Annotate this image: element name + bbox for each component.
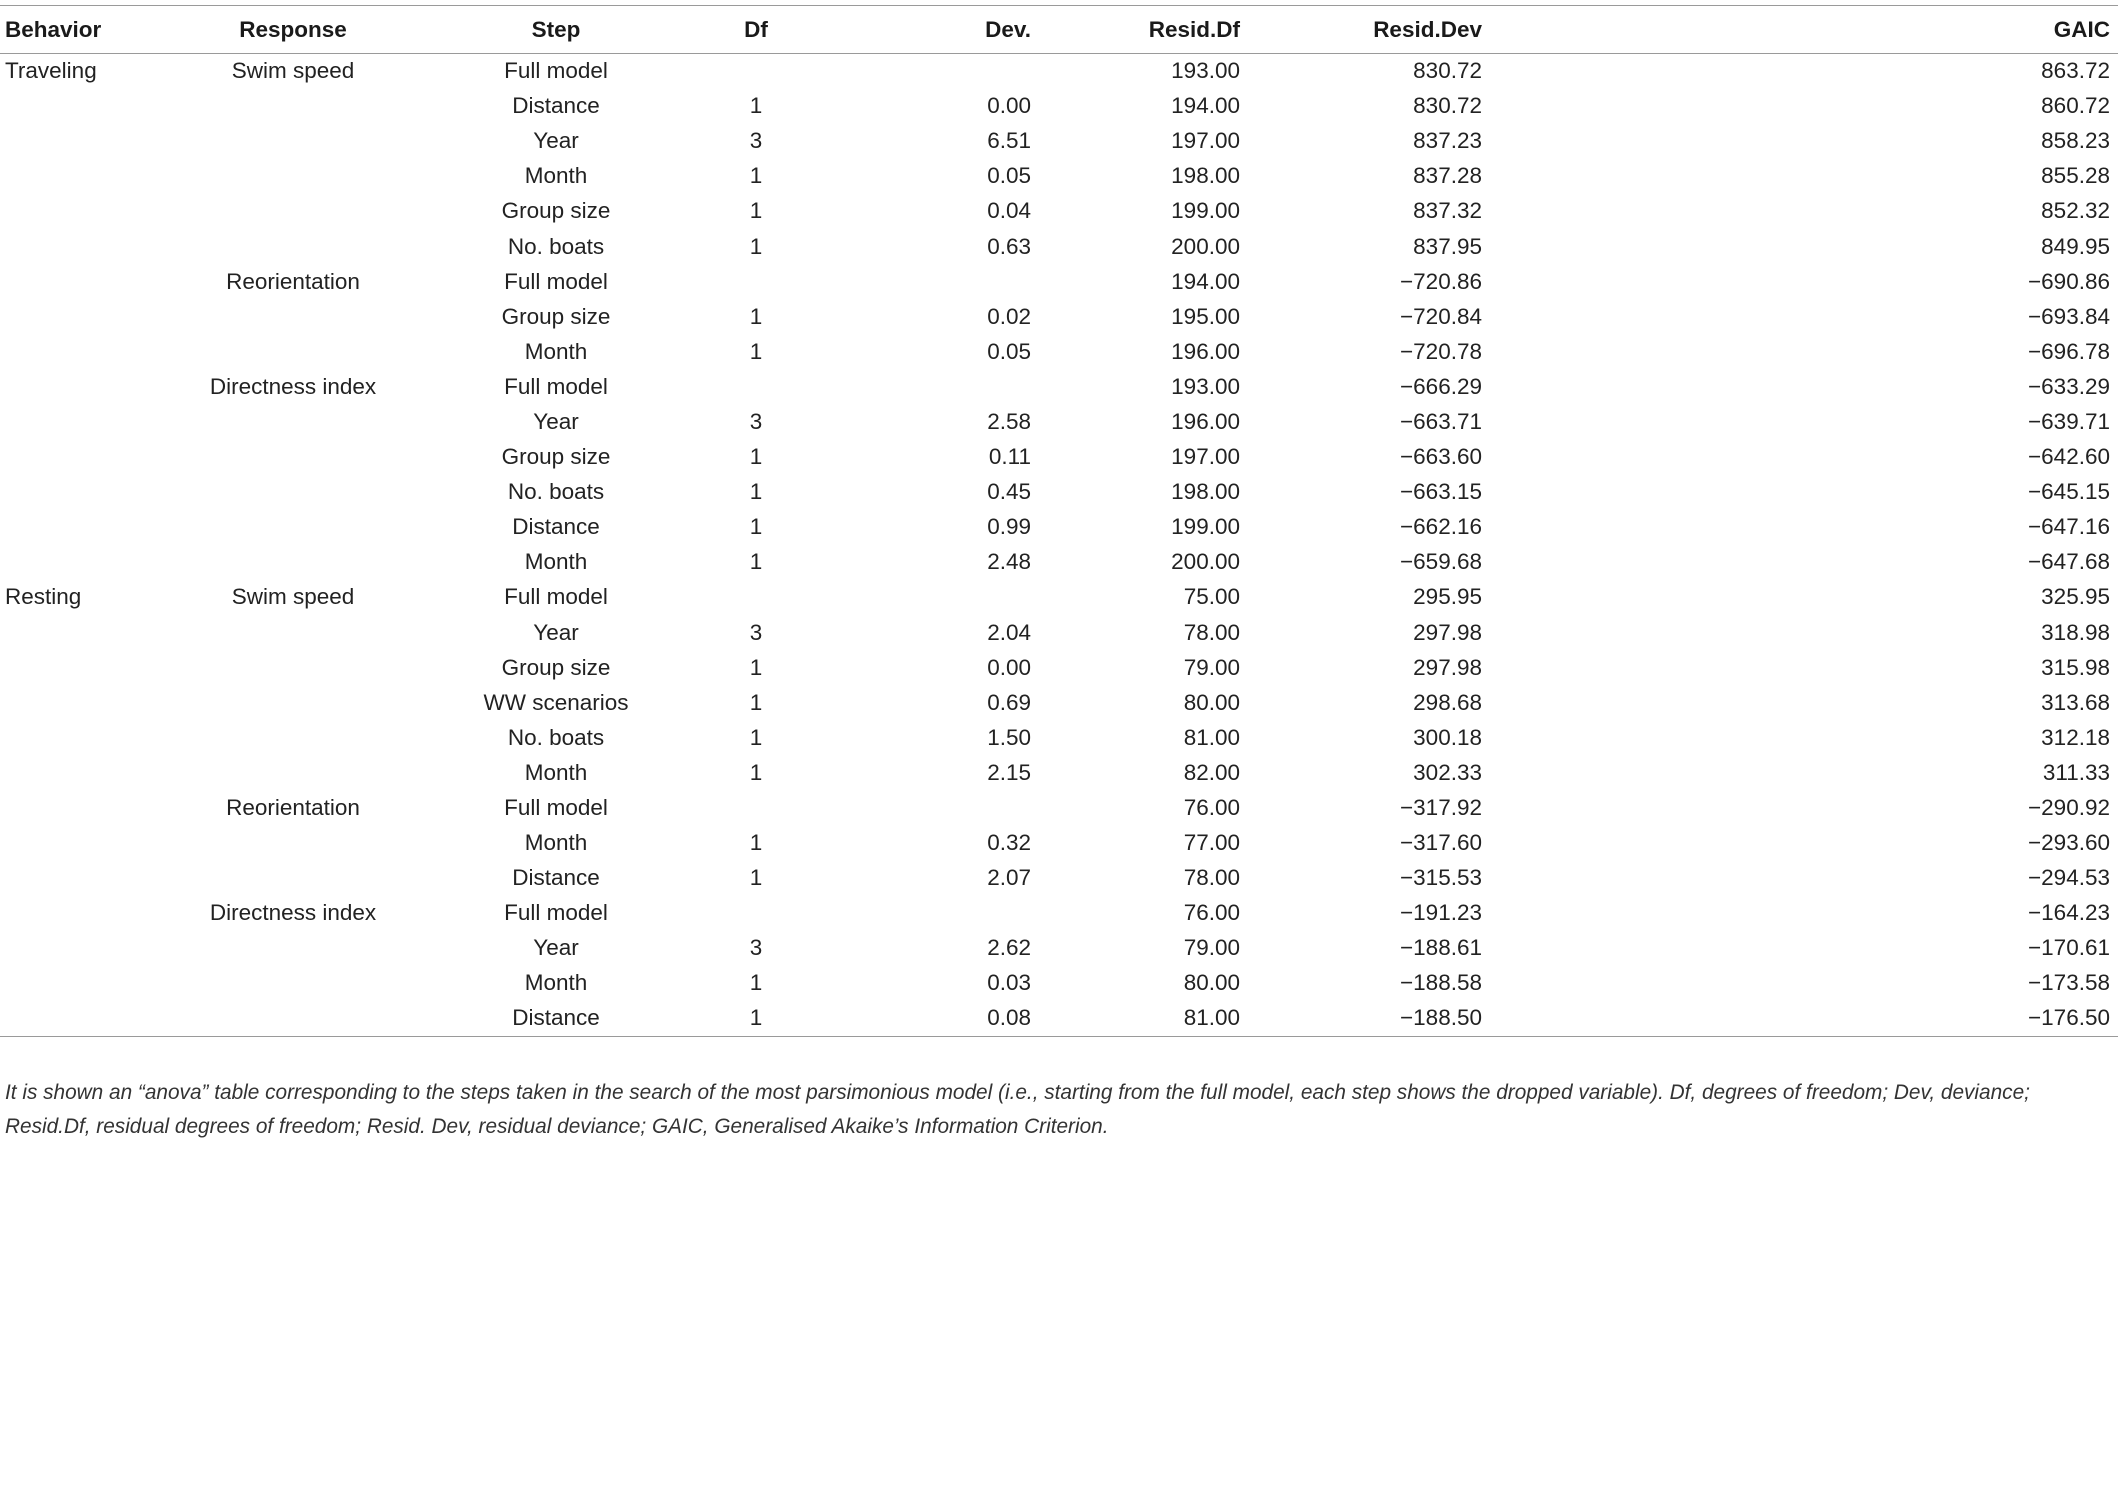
cell-response	[180, 404, 406, 439]
cell-dev: 0.03	[987, 970, 1031, 996]
cell-resid-dev: −315.53	[1400, 865, 1482, 891]
cell-step: Full model	[504, 584, 608, 610]
cell-step: Month	[524, 163, 588, 189]
cell-behavior	[0, 615, 180, 650]
cell-df	[706, 369, 806, 404]
header-dev: Dev.	[806, 6, 1039, 54]
cell-gaic: −645.15	[2028, 479, 2110, 505]
cell-resid-df: 75.00	[1183, 584, 1240, 610]
cell-behavior	[0, 194, 180, 229]
cell-behavior	[0, 124, 180, 159]
cell-resid-dev: 300.18	[1413, 724, 1482, 750]
cell-dev	[806, 896, 1039, 931]
cell-df	[706, 896, 806, 931]
cell-df: 1	[749, 163, 763, 189]
cell-response	[180, 755, 406, 790]
table-row	[0, 404, 2118, 439]
cell-dev: 0.99	[987, 514, 1031, 540]
cell-gaic: −696.78	[2028, 338, 2110, 364]
cell-df: 1	[749, 303, 763, 329]
cell-step: Full model	[504, 795, 608, 821]
table-row	[0, 89, 2118, 124]
cell-df: 1	[749, 198, 763, 224]
cell-resid-df: 200.00	[1171, 233, 1240, 259]
cell-gaic: 860.72	[2041, 93, 2110, 119]
cell-dev: 2.04	[987, 619, 1031, 645]
cell-step: Year	[533, 935, 579, 961]
cell-gaic: −293.60	[2028, 830, 2110, 856]
cell-resid-dev: −663.71	[1400, 408, 1482, 434]
table-row	[0, 896, 2118, 931]
cell-behavior	[0, 826, 180, 861]
cell-behavior	[0, 1001, 180, 1036]
cell-response: Swim speed	[231, 58, 355, 84]
cell-df: 1	[749, 759, 763, 785]
cell-gaic: 855.28	[2041, 163, 2110, 189]
table-row	[0, 440, 2118, 475]
cell-resid-df: 196.00	[1171, 338, 1240, 364]
cell-behavior	[0, 475, 180, 510]
cell-gaic: 313.68	[2041, 689, 2110, 715]
cell-response	[180, 720, 406, 755]
cell-resid-df: 197.00	[1171, 444, 1240, 470]
cell-df: 1	[749, 689, 763, 715]
cell-df: 1	[749, 549, 763, 575]
cell-resid-dev: 298.68	[1413, 689, 1482, 715]
cell-resid-df: 78.00	[1183, 619, 1240, 645]
cell-dev: 2.07	[987, 865, 1031, 891]
cell-dev	[806, 790, 1039, 825]
cell-step: Month	[524, 338, 588, 364]
cell-response	[180, 685, 406, 720]
cell-resid-dev: 837.32	[1413, 198, 1482, 224]
cell-df: 3	[749, 408, 763, 434]
cell-behavior: Resting	[5, 584, 82, 610]
cell-df: 1	[749, 93, 763, 119]
cell-behavior	[0, 440, 180, 475]
cell-resid-dev: −720.84	[1400, 303, 1482, 329]
cell-behavior	[0, 510, 180, 545]
table-row	[0, 685, 2118, 720]
cell-resid-dev: −663.60	[1400, 444, 1482, 470]
cell-behavior	[0, 720, 180, 755]
header-gaic: GAIC	[1490, 6, 2118, 54]
cell-resid-dev: 297.98	[1413, 654, 1482, 680]
cell-gaic: −633.29	[2028, 373, 2110, 399]
cell-behavior	[0, 299, 180, 334]
cell-resid-df: 80.00	[1183, 970, 1240, 996]
cell-gaic: 858.23	[2041, 128, 2110, 154]
table-row	[0, 159, 2118, 194]
cell-df	[706, 264, 806, 299]
cell-resid-dev: 837.28	[1413, 163, 1482, 189]
cell-response	[180, 650, 406, 685]
cell-response	[180, 475, 406, 510]
cell-dev: 0.02	[987, 303, 1031, 329]
cell-resid-df: 197.00	[1171, 128, 1240, 154]
cell-response	[180, 931, 406, 966]
table-row	[0, 264, 2118, 299]
cell-resid-dev: 830.72	[1413, 58, 1482, 84]
cell-step: Month	[524, 549, 588, 575]
table-row	[0, 720, 2118, 755]
table-row	[0, 966, 2118, 1001]
cell-dev: 0.32	[987, 830, 1031, 856]
cell-response	[180, 1001, 406, 1036]
header-resid-df: Resid.Df	[1039, 6, 1248, 54]
cell-response: Directness index	[209, 373, 377, 399]
cell-df: 3	[749, 935, 763, 961]
cell-gaic: −647.16	[2028, 514, 2110, 540]
cell-df: 1	[749, 514, 763, 540]
cell-response	[180, 826, 406, 861]
cell-dev: 0.05	[987, 163, 1031, 189]
header-df: Df	[706, 6, 806, 54]
cell-resid-dev: −662.16	[1400, 514, 1482, 540]
cell-gaic: 863.72	[2041, 58, 2110, 84]
cell-behavior	[0, 931, 180, 966]
cell-dev: 6.51	[987, 128, 1031, 154]
cell-response	[180, 89, 406, 124]
cell-step: No. boats	[507, 233, 605, 259]
cell-resid-dev: −191.23	[1400, 900, 1482, 926]
cell-response	[180, 229, 406, 264]
header-response: Response	[180, 6, 406, 54]
cell-behavior	[0, 650, 180, 685]
cell-dev: 0.11	[988, 444, 1031, 470]
cell-resid-df: 79.00	[1183, 935, 1240, 961]
cell-resid-df: 198.00	[1171, 479, 1240, 505]
cell-df	[706, 54, 806, 89]
cell-dev	[806, 264, 1039, 299]
cell-response: Directness index	[209, 900, 377, 926]
cell-step: Year	[533, 408, 579, 434]
cell-dev: 0.00	[987, 93, 1031, 119]
cell-gaic: 852.32	[2041, 198, 2110, 224]
cell-resid-df: 200.00	[1171, 549, 1240, 575]
cell-response	[180, 194, 406, 229]
cell-df: 1	[706, 1001, 806, 1036]
cell-resid-dev: 302.33	[1413, 759, 1482, 785]
table-row	[0, 369, 2118, 404]
cell-resid-dev: −663.15	[1400, 479, 1482, 505]
cell-step: Distance	[406, 1001, 706, 1036]
cell-resid-dev: −188.50	[1248, 1001, 1490, 1036]
cell-behavior	[0, 229, 180, 264]
cell-response	[180, 861, 406, 896]
cell-resid-dev: −659.68	[1400, 549, 1482, 575]
cell-behavior	[0, 159, 180, 194]
cell-gaic: 311.33	[2042, 759, 2110, 785]
cell-resid-df: 81.00	[1183, 724, 1240, 750]
table-row	[0, 54, 2118, 89]
table-body	[0, 54, 2118, 1037]
cell-step: Month	[524, 970, 588, 996]
table-row	[0, 826, 2118, 861]
cell-resid-dev: 837.95	[1413, 233, 1482, 259]
cell-df: 1	[749, 479, 763, 505]
cell-gaic: −642.60	[2028, 444, 2110, 470]
cell-resid-df: 78.00	[1183, 865, 1240, 891]
cell-gaic: 325.95	[2041, 584, 2110, 610]
cell-behavior	[0, 264, 180, 299]
header-row	[0, 6, 2118, 54]
cell-step: Group size	[501, 303, 611, 329]
header-behavior: Behavior	[0, 6, 180, 54]
cell-step: Distance	[512, 514, 600, 540]
cell-response	[180, 124, 406, 159]
table-row	[0, 124, 2118, 159]
cell-dev	[806, 54, 1039, 89]
cell-resid-df: 199.00	[1171, 514, 1240, 540]
cell-step: Distance	[512, 865, 600, 891]
cell-gaic: 315.98	[2041, 654, 2110, 680]
cell-resid-dev: 295.95	[1413, 584, 1482, 610]
cell-df: 1	[749, 830, 763, 856]
cell-behavior	[0, 790, 180, 825]
cell-behavior	[0, 369, 180, 404]
cell-dev: 0.69	[987, 689, 1031, 715]
cell-resid-df: 80.00	[1183, 689, 1240, 715]
cell-gaic: 849.95	[2041, 233, 2110, 259]
cell-behavior	[0, 89, 180, 124]
cell-resid-dev: −720.86	[1400, 268, 1482, 294]
cell-behavior	[0, 545, 180, 580]
cell-gaic: 312.18	[2041, 724, 2110, 750]
table-footnote: It is shown an “anova” table corresponding to the steps taken in the search of the most parsimonious model (i.e., starting from the full model, each step shows the dropped variable). Df, degrees of freedom; Dev, deviance; Resid.Df, residual degrees of freedom; Resid. Dev, residual deviance; GAIC, Generalised Akaike’s Information Criterion.	[5, 1080, 2030, 1138]
cell-step: Full model	[504, 373, 608, 399]
cell-df: 1	[749, 724, 763, 750]
cell-resid-dev: −720.78	[1400, 338, 1482, 364]
cell-dev: 0.04	[987, 198, 1031, 224]
table-row	[0, 580, 2118, 615]
cell-step: Month	[524, 830, 588, 856]
cell-response	[180, 159, 406, 194]
cell-resid-df: 81.00	[1039, 1001, 1248, 1036]
table-row	[0, 931, 2118, 966]
cell-resid-df: 79.00	[1183, 654, 1240, 680]
cell-dev: 0.00	[987, 654, 1031, 680]
cell-step: Month	[524, 759, 588, 785]
cell-gaic: −690.86	[2028, 268, 2110, 294]
cell-dev: 2.15	[987, 759, 1031, 785]
cell-resid-df: 195.00	[1171, 303, 1240, 329]
cell-step: Group size	[501, 444, 611, 470]
cell-step: No. boats	[507, 479, 605, 505]
cell-behavior	[0, 861, 180, 896]
header-resid-dev: Resid.Dev	[1248, 6, 1490, 54]
cell-gaic: −639.71	[2028, 408, 2110, 434]
cell-gaic: −176.50	[1490, 1001, 2118, 1036]
cell-response: Reorientation	[226, 795, 360, 821]
cell-gaic: −170.61	[2028, 935, 2110, 961]
cell-resid-dev: −666.29	[1400, 373, 1482, 399]
cell-resid-df: 199.00	[1171, 198, 1240, 224]
table-row	[0, 229, 2118, 264]
cell-resid-dev: 297.98	[1413, 619, 1482, 645]
cell-df: 1	[749, 444, 763, 470]
cell-dev: 0.08	[806, 1001, 1039, 1036]
cell-response: Reorientation	[226, 268, 360, 294]
cell-df: 3	[749, 619, 763, 645]
cell-step: Year	[533, 128, 579, 154]
cell-response: Swim speed	[231, 584, 355, 610]
cell-gaic: 318.98	[2041, 619, 2110, 645]
table-row	[0, 615, 2118, 650]
table-row	[0, 475, 2118, 510]
cell-df	[706, 580, 806, 615]
cell-step: Group size	[501, 654, 611, 680]
cell-behavior	[0, 896, 180, 931]
table-row	[0, 334, 2118, 369]
table-row	[0, 299, 2118, 334]
anova-table	[0, 5, 2118, 1037]
cell-gaic: −294.53	[2028, 865, 2110, 891]
cell-gaic: −290.92	[2028, 795, 2110, 821]
cell-step: Full model	[504, 900, 608, 926]
cell-behavior	[0, 755, 180, 790]
cell-behavior	[0, 334, 180, 369]
cell-dev: 0.45	[987, 479, 1031, 505]
cell-response	[180, 334, 406, 369]
cell-step: Distance	[512, 93, 600, 119]
cell-behavior: Traveling	[5, 58, 97, 84]
cell-step: Full model	[504, 58, 608, 84]
cell-resid-df: 76.00	[1183, 795, 1240, 821]
cell-gaic: −647.68	[2028, 549, 2110, 575]
cell-response	[180, 966, 406, 1001]
cell-behavior	[0, 685, 180, 720]
table-header	[0, 6, 2118, 54]
cell-resid-df: 77.00	[1183, 830, 1240, 856]
cell-resid-df: 82.00	[1183, 759, 1240, 785]
cell-dev: 0.63	[987, 233, 1031, 259]
cell-resid-df: 76.00	[1183, 900, 1240, 926]
cell-resid-dev: −188.58	[1400, 970, 1482, 996]
cell-resid-df: 194.00	[1171, 93, 1240, 119]
cell-dev: 2.62	[987, 935, 1031, 961]
cell-behavior	[0, 966, 180, 1001]
header-step: Step	[406, 6, 706, 54]
cell-response	[180, 440, 406, 475]
cell-resid-dev: −317.92	[1400, 795, 1482, 821]
cell-dev	[806, 369, 1039, 404]
cell-response	[180, 615, 406, 650]
cell-df: 1	[749, 970, 763, 996]
cell-df: 1	[749, 233, 763, 259]
cell-dev	[806, 580, 1039, 615]
table-row	[0, 510, 2118, 545]
cell-response	[180, 545, 406, 580]
cell-resid-df: 193.00	[1171, 373, 1240, 399]
cell-step: WW scenarios	[483, 689, 629, 715]
cell-step: Group size	[501, 198, 611, 224]
cell-resid-df: 193.00	[1171, 58, 1240, 84]
cell-dev: 2.58	[987, 408, 1031, 434]
cell-df: 1	[749, 654, 763, 680]
cell-resid-dev: 830.72	[1413, 93, 1482, 119]
cell-gaic: −173.58	[2028, 970, 2110, 996]
cell-resid-df: 194.00	[1171, 268, 1240, 294]
table-row	[0, 545, 2118, 580]
table-row	[0, 194, 2118, 229]
cell-dev: 1.50	[987, 724, 1031, 750]
cell-step: No. boats	[507, 724, 605, 750]
cell-gaic: −164.23	[2028, 900, 2110, 926]
cell-resid-dev: −188.61	[1400, 935, 1482, 961]
cell-df: 1	[749, 865, 763, 891]
table-row	[0, 861, 2118, 896]
cell-resid-dev: 837.23	[1413, 128, 1482, 154]
table-row	[0, 755, 2118, 790]
cell-dev: 2.48	[987, 549, 1031, 575]
cell-df	[706, 790, 806, 825]
cell-resid-df: 198.00	[1171, 163, 1240, 189]
cell-step: Full model	[504, 268, 608, 294]
table-row	[0, 650, 2118, 685]
cell-resid-df: 196.00	[1171, 408, 1240, 434]
cell-df: 3	[749, 128, 763, 154]
table-row	[0, 790, 2118, 825]
cell-gaic: −693.84	[2028, 303, 2110, 329]
cell-df: 1	[749, 338, 763, 364]
cell-resid-dev: −317.60	[1400, 830, 1482, 856]
cell-dev: 0.05	[987, 338, 1031, 364]
table-row	[0, 1001, 2118, 1036]
cell-step: Year	[533, 619, 579, 645]
cell-response	[180, 299, 406, 334]
cell-behavior	[0, 404, 180, 439]
cell-response	[180, 510, 406, 545]
